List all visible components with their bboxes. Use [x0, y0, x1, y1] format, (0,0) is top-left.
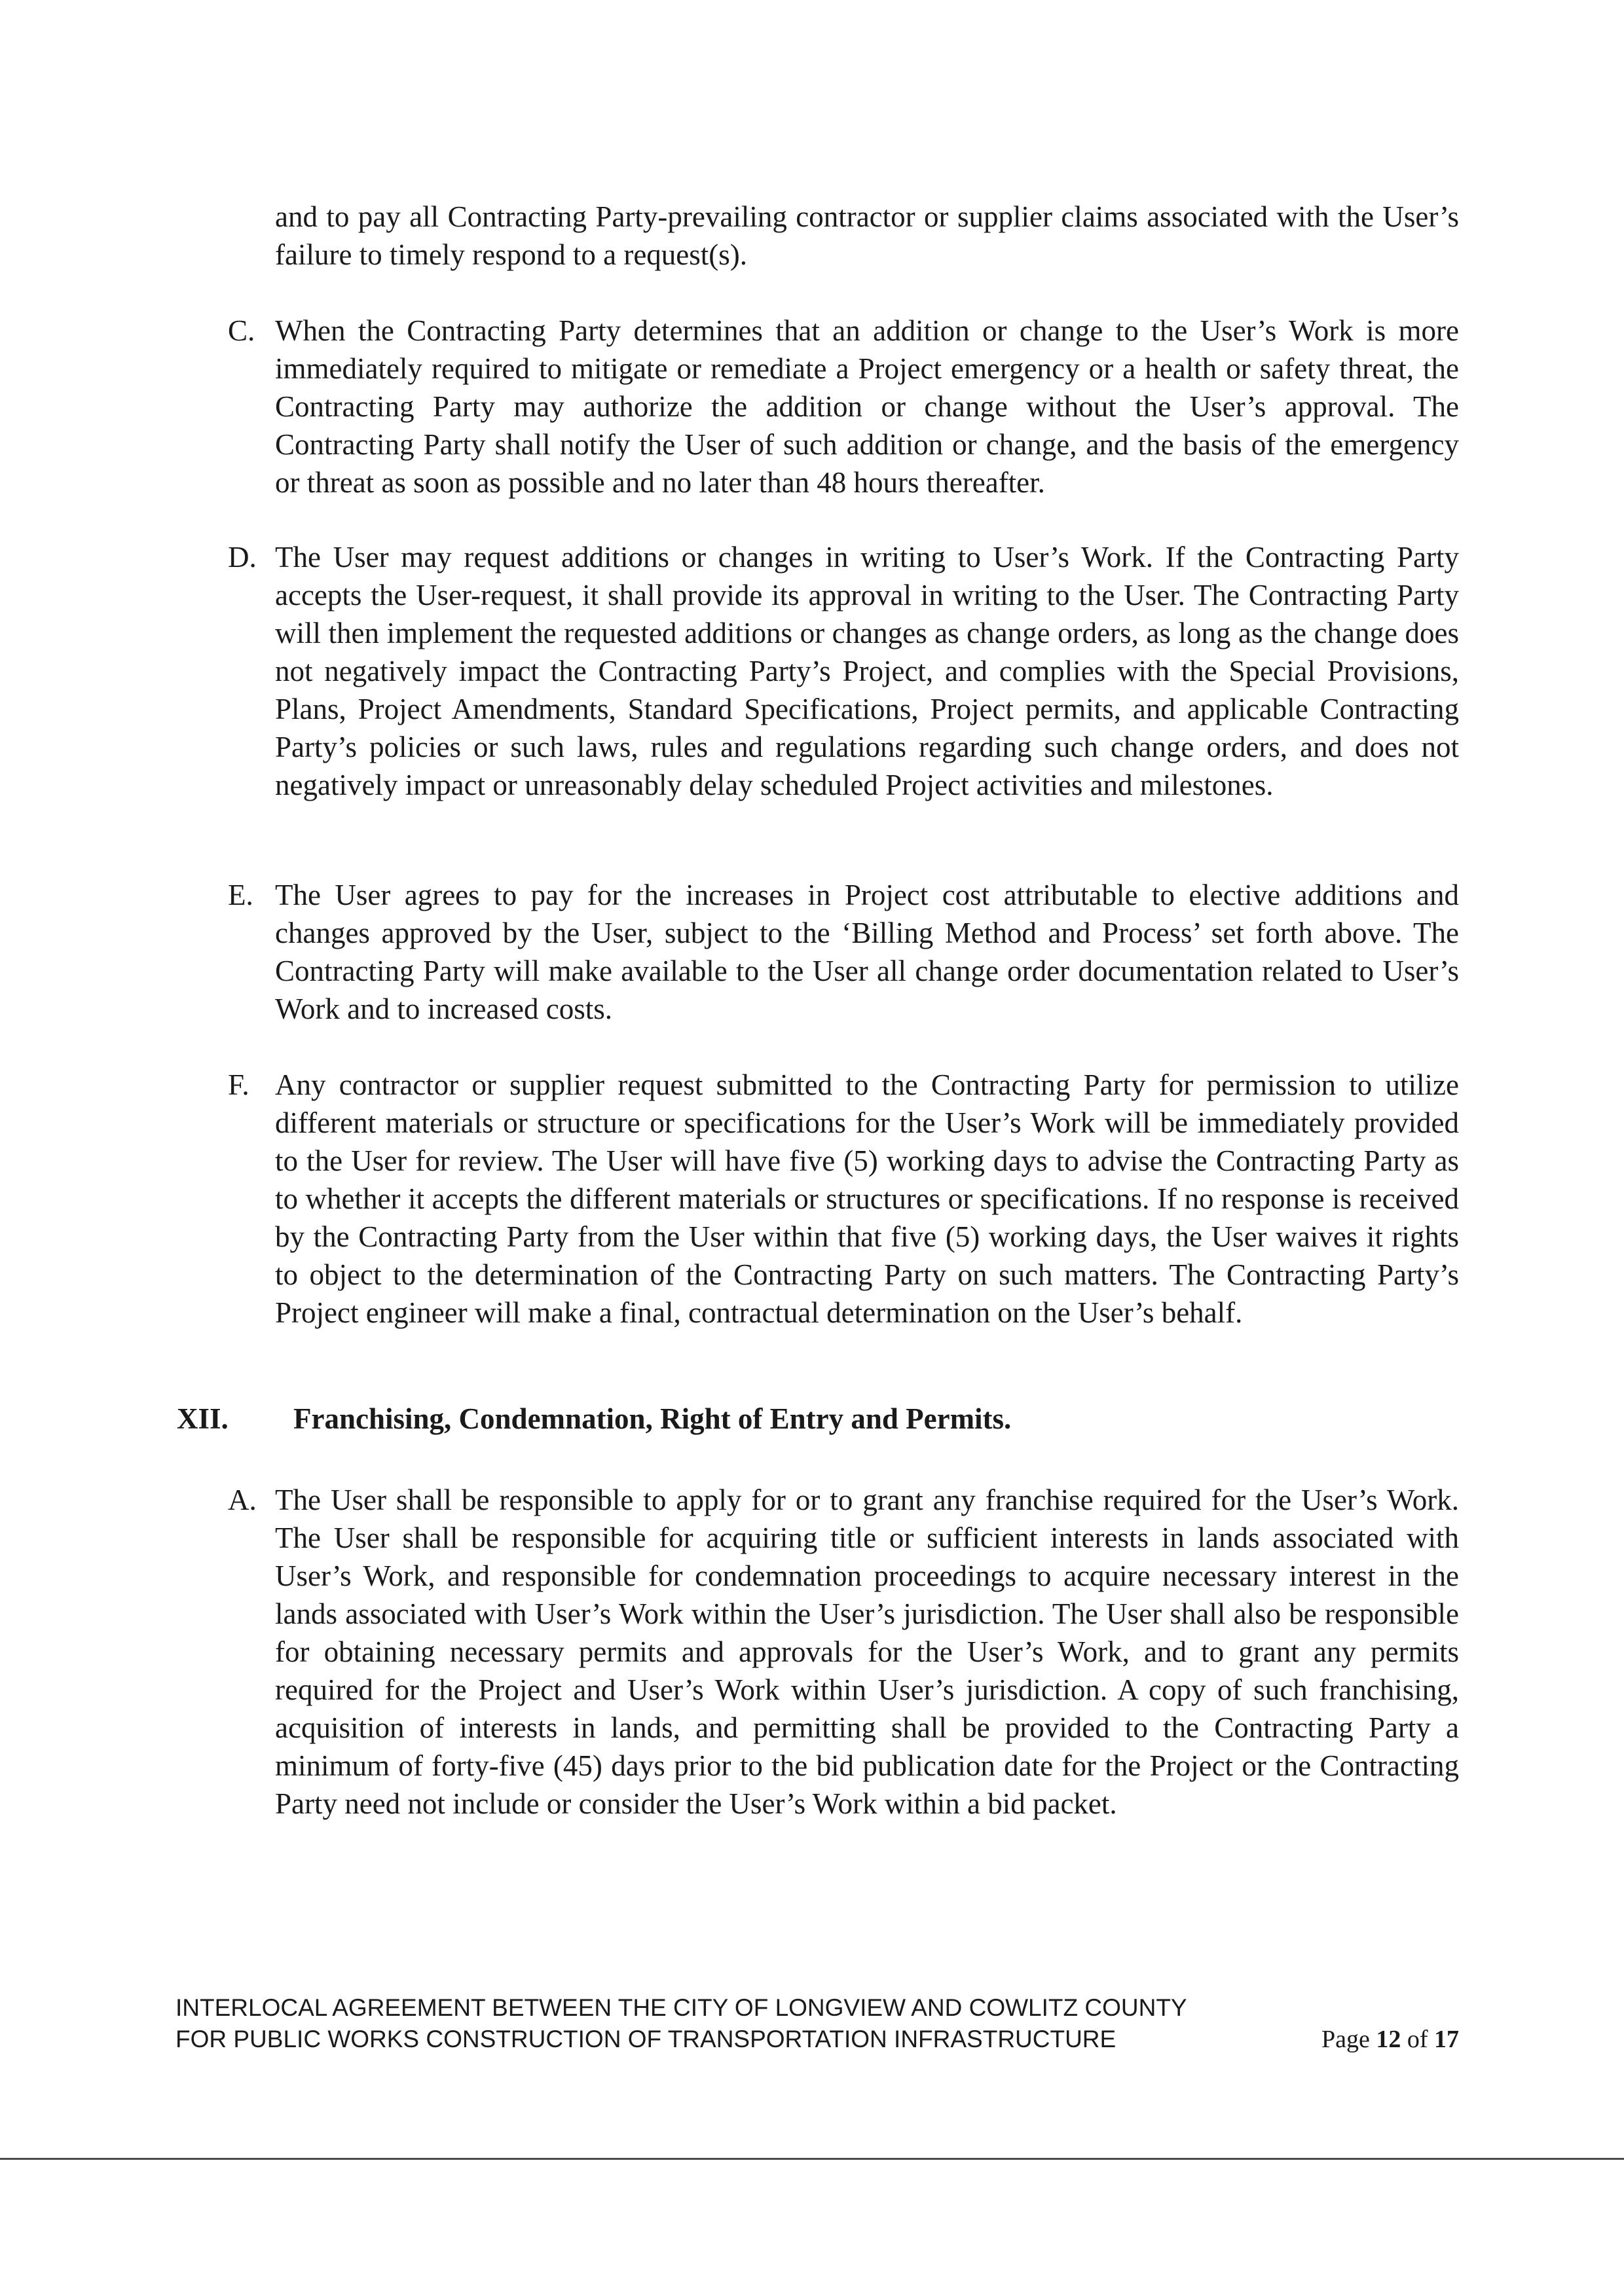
- section-xii-title: Franchising, Condemnation, Right of Entry and Permits.: [293, 1402, 1012, 1435]
- bottom-rule: [0, 2158, 1624, 2160]
- footer-line-1: INTERLOCAL AGREEMENT BETWEEN THE CITY OF LONGVIEW AND COWLITZ COUNTY: [175, 1994, 1187, 2021]
- page-of: of: [1401, 2026, 1434, 2053]
- item-f-text: Any contractor or supplier request submitted to the Contracting Party for permission to utilize different materials or structure or specifications for the User’s Work will be immediately provided to the User for review. The User will have five (5) working days to advise the Contracting Party as to whether it accepts the different materials or structures or specifications. If no response is received by the Contracting Party from the User within that five (5) working days, the User waives it rights to object to the determination of the Contracting Party on such matters. The Contracting Party’s Project engineer will make a final, contractual determination on the User’s behalf.: [275, 1068, 1459, 1329]
- item-c-text: When the Contracting Party determines that an addition or change to the User’s Work is more immediately required to mitigate or remediate a Project emergency or a health or safety threat, the Contracting Party may authorize the addition or change without the User’s approval. The Contracting Party shall notify the User of such addition or change, and the basis of the emergency or threat as soon as possible and no later than 48 hours thereafter.: [275, 314, 1459, 499]
- item-xii-a-text: The User shall be responsible to apply for or to grant any franchise required for the User’s Work. The User shall be responsible for acquiring title or sufficient interests in lands associated with User’s Work, and responsible for condemnation proceedings to acquire necessary interest in the lands associated with User’s Work within the User’s jurisdiction. The User shall also be responsible for obtaining necessary permits and approvals for the User’s Work, and to grant any permits required for the Project and User’s Work within User’s jurisdiction. A copy of such franchising, acquisition of interests in lands, and permitting shall be provided to the Contracting Party a minimum of forty-five (45) days prior to the bid publication date for the Project or the Contracting Party need not include or consider the User’s Work within a bid packet.: [275, 1484, 1459, 1820]
- item-xii-a-label: A.: [228, 1484, 257, 1516]
- item-e-label: E.: [228, 879, 253, 911]
- item-c-label: C.: [228, 314, 255, 347]
- item-f-label: F.: [228, 1068, 249, 1101]
- section-xii-number: XII.: [177, 1402, 229, 1435]
- item-d-label: D.: [228, 541, 257, 574]
- item-e-text: The User agrees to pay for the increases in Project cost attributable to elective additions and changes approved by the User, subject to the ‘Billing Method and Process’ set forth above. The Contracting Party will make available to the User all change order documentation related to User’s Work and to increased costs.: [275, 879, 1459, 1025]
- footer-line-2: FOR PUBLIC WORKS CONSTRUCTION OF TRANSPORTATION INFRASTRUCTURE: [175, 2026, 1116, 2052]
- page-current: 12: [1376, 2026, 1401, 2053]
- continuation-paragraph: and to pay all Contracting Party-prevailing contractor or supplier claims associated with the User’s failure to timely respond to a request(s).: [275, 200, 1459, 271]
- page-total: 17: [1434, 2026, 1459, 2053]
- page-prefix: Page: [1321, 2026, 1376, 2053]
- page-number: [1321, 2024, 1459, 2054]
- item-d-text: The User may request additions or changes in writing to User’s Work. If the Contracting Party accepts the User-request, it shall provide its approval in writing to the User. The Contracting Party will then implement the requested additions or changes as change orders, as long as the change does not negatively impact the Contracting Party’s Project, and complies with the Special Provisions, Plans, Project Amendments, Standard Specifications, Project permits, and applicable Contracting Party’s policies or such laws, rules and regulations regarding such change orders, and does not negatively impact or unreasonably delay scheduled Project activities and milestones.: [275, 541, 1459, 801]
